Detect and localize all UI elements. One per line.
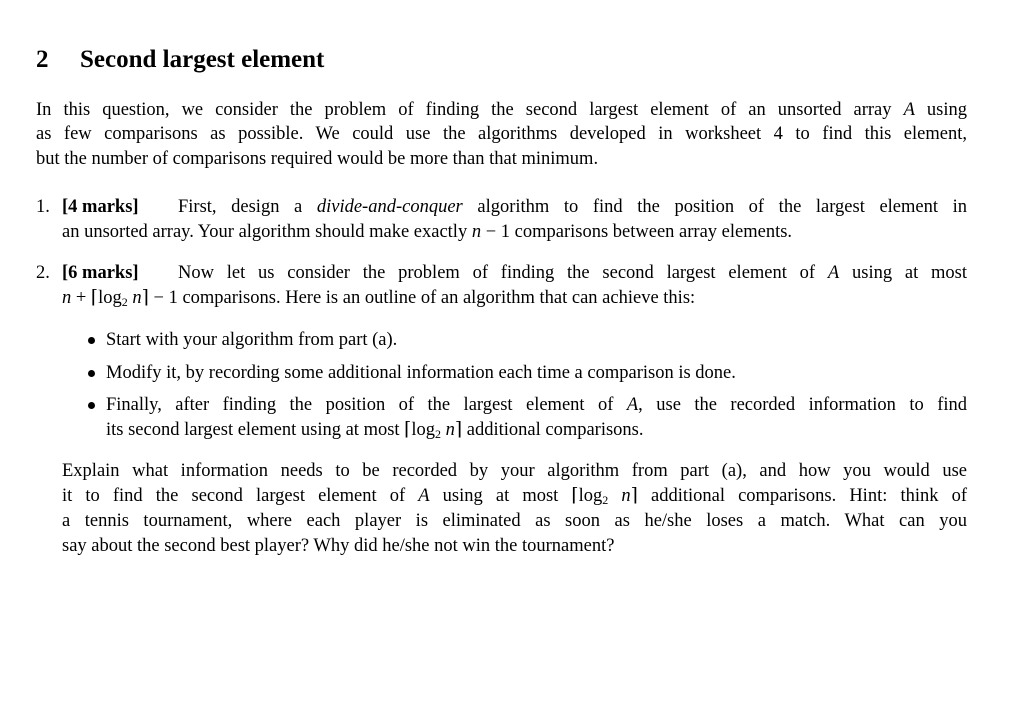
item-marks: [6 marks] xyxy=(62,263,139,283)
subscript: 2 xyxy=(435,427,442,441)
text-run: − 1 comparisons between array elements. xyxy=(481,222,793,242)
item-line xyxy=(178,195,967,219)
text-run: using xyxy=(914,100,968,120)
item-line xyxy=(62,286,967,310)
explain-line xyxy=(62,509,967,533)
text-run: Start with your algorithm from part (a). xyxy=(106,330,398,350)
text-run: its second largest element using at most ⌈log xyxy=(106,420,436,440)
bullet-icon xyxy=(88,370,95,377)
text-run: + ⌈log xyxy=(71,288,122,308)
bullet-icon xyxy=(88,402,95,409)
math-italic: n xyxy=(132,288,142,308)
text-run: but the number of comparisons required would be more than that minimum. xyxy=(36,149,599,169)
text-run: say about the second best player? Why did he/she not win the tournament? xyxy=(62,536,615,556)
math-italic: A xyxy=(903,100,915,120)
text-run: , use the recorded information to find xyxy=(638,395,968,415)
text-run xyxy=(608,486,621,506)
bullet-icon xyxy=(88,337,95,344)
text-run: it to find the second largest element of xyxy=(62,486,419,506)
item-number: 1. xyxy=(36,197,50,217)
explain-line xyxy=(62,534,967,558)
explain-line xyxy=(62,484,967,508)
text-run: using at most xyxy=(839,263,967,283)
text-run: In this question, we consider the problem of finding the second largest element of an unsorted array xyxy=(36,100,904,120)
bullet-line xyxy=(106,393,967,417)
math-italic: A xyxy=(626,395,639,415)
item-line xyxy=(178,261,967,285)
section-number: 2 xyxy=(36,46,49,73)
text-run: ⌉ additional comparisons. xyxy=(454,420,644,440)
explain-line xyxy=(62,459,967,483)
subscript: 2 xyxy=(602,493,609,507)
bullet-line xyxy=(106,361,967,385)
text-run: First, design a xyxy=(178,197,317,217)
math-italic: divide-and-conquer xyxy=(316,197,463,217)
math-italic: n xyxy=(445,420,455,440)
intro-line xyxy=(36,147,967,171)
intro-line xyxy=(36,98,967,122)
section-title: Second largest element xyxy=(80,46,325,73)
text-run: Finally, after finding the position of the largest element of xyxy=(106,395,627,415)
text-run: Modify it, by recording some additional information each time a comparison is done. xyxy=(106,363,736,383)
bullet-line xyxy=(106,328,967,352)
text-run: as few comparisons as possible. We could use the algorithms developed in worksheet 4 to find this element, xyxy=(36,124,967,144)
math-italic: A xyxy=(827,263,840,283)
text-run: algorithm to find the position of the largest element in xyxy=(462,197,967,217)
text-run: a tennis tournament, where each player is eliminated as soon as he/she loses a match. What can you xyxy=(62,511,967,531)
subscript: 2 xyxy=(121,295,128,309)
text-run: using at most ⌈log xyxy=(429,486,603,506)
section-heading xyxy=(36,46,324,74)
math-italic: n xyxy=(62,288,72,308)
math-italic: n xyxy=(471,222,482,242)
math-italic: A xyxy=(418,486,430,506)
item-line xyxy=(62,220,967,244)
bullet-line xyxy=(106,418,967,442)
text-run: Explain what information needs to be recorded by your algorithm from part (a), and how you would use xyxy=(62,461,967,481)
text-run: Now let us consider the problem of finding the second largest element of xyxy=(178,263,828,283)
text-run: ⌉ − 1 comparisons. Here is an outline of an algorithm that can achieve this: xyxy=(141,288,696,308)
text-run: an unsorted array. Your algorithm should make exactly xyxy=(62,222,472,242)
item-number: 2. xyxy=(36,263,50,283)
item-marks: [4 marks] xyxy=(62,197,139,217)
text-run: ⌉ additional comparisons. Hint: think of xyxy=(630,486,968,506)
math-italic: n xyxy=(621,486,631,506)
intro-line xyxy=(36,122,967,146)
